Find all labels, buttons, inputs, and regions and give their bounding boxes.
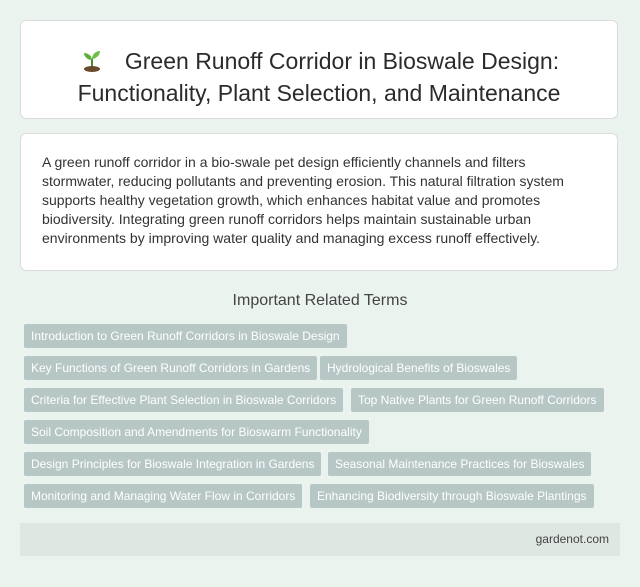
related-tag[interactable]: Introduction to Green Runoff Corridors in Bioswale Design (24, 324, 347, 348)
related-tag[interactable]: Hydrological Benefits of Bioswales (320, 356, 517, 380)
related-tag[interactable]: Seasonal Maintenance Practices for Bioswales (328, 452, 591, 476)
footer-site[interactable]: gardenot.com (535, 532, 609, 546)
related-tag[interactable]: Top Native Plants for Green Runoff Corridors (351, 388, 604, 412)
related-terms-heading: Important Related Terms (232, 292, 408, 309)
related-tag[interactable]: Criteria for Effective Plant Selection in Bioswale Corridors (24, 388, 343, 412)
page-title (21, 45, 617, 109)
summary-text: A green runoff corridor in a bio-swale pet design efficiently channels and filters stormwater, reducing pollutants and preventing erosion. This natural filtration system supports healthy vegetation growth, which enhances habitat value and promotes biodiversity. Integrating green runoff corridors helps maintain sustainable urban environments by improving water quality and managing excess runoff effectively. (42, 154, 564, 246)
footer (20, 523, 620, 556)
title-text: Green Runoff Corridor in Bioswale Design: Functionality, Plant Selection, and Maintenance (77, 48, 561, 106)
related-tag[interactable]: Monitoring and Managing Water Flow in Corridors (24, 484, 302, 508)
related-tag[interactable]: Enhancing Biodiversity through Bioswale Plantings (310, 484, 594, 508)
related-tag[interactable]: Soil Composition and Amendments for Bioswarm Functionality (24, 420, 369, 444)
summary-card (20, 133, 618, 271)
sprout-icon (79, 48, 105, 72)
related-tag[interactable]: Design Principles for Bioswale Integration in Gardens (24, 452, 321, 476)
title-card (20, 20, 618, 119)
related-tag[interactable]: Key Functions of Green Runoff Corridors in Gardens (24, 356, 317, 380)
